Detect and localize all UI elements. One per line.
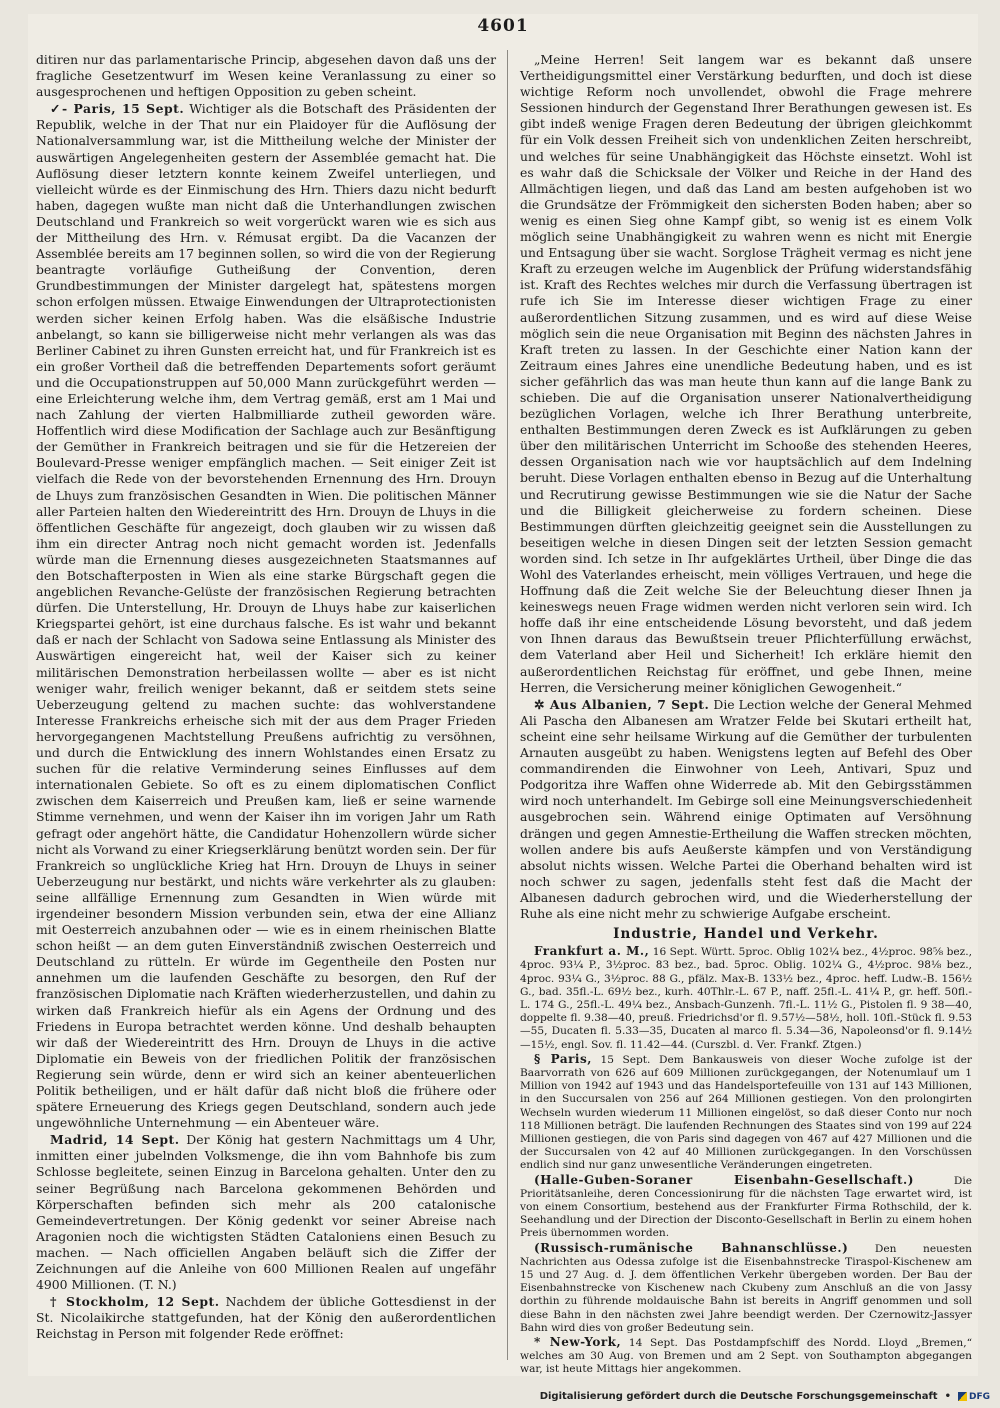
commerce-halle-guben: (Halle-Guben-Soraner Eisenbahn-Gesellschaft.) Die Prioritätsanleihe, deren Concessionirung für die nächsten Tage erwartet wird, ist von einem Consortium, bestehend aus der Frankfurter Firma Rothschild, der k. Seehandlung und der Direction der Disconto-Gesellschaft in Berlin zu einem hohen Preis übernommen worden. xyxy=(520,1172,972,1240)
footer-text: Digitalisierung gefördert durch die Deutsche Forschungsgemeinschaft xyxy=(539,1391,938,1402)
page-number: 4601 xyxy=(477,16,529,36)
article-stockholm: † Stockholm, 12 Sept. Nachdem der übliche Gottesdienst in der St. Nicolaikirche stattgefunden, hat der König den außerordentlichen Reichstag in Person mit folgender Rede eröffnet: xyxy=(36,1294,496,1342)
commerce-new-york: * New-York, 14 Sept. Das Postdampfschiff des Nordd. Lloyd „Bremen,“ welches am 30 Aug. von Bremen und am 2 Sept. von Southampton abgegangen war, ist heute Mittags hier angekommen. xyxy=(520,1335,973,1376)
dateline: § Paris, xyxy=(534,1051,592,1066)
dfg-logo-icon xyxy=(958,1392,967,1401)
article-albanien: ✲ Aus Albanien, 7 Sept. Die Lection welche der General Mehmed Ali Pascha den Albanesen am Wratzer Felde bei Skutari ertheilt hat, scheint eine sehr heilsame Wirkung auf die Gemüther der turbulenten Arnauten ausgeübt zu haben. Wenigstens legten auf Befehl des Ober commandirenden die Einwohner von Leeh, Antivari, Spuz und Podgoritza ihre Waffen ohne Widerrede ab. Mit den Gebirgsstämmen wird noch unterhandelt. Im Gebirge soll eine Meinungsverschiedenheit ausgebrochen sein. Während einige Optimaten auf Versöhnung drängen und gegen Amnestie-Ertheilung die Waffen strecken möchten, wollen andere bis aufs Aeußerste kämpfen und von Verständigung absolut nichts wissen. Welche Partei die Oberhand behalten wird ist noch schwer zu sagen, jedenfalls steht fest daß die Macht der Albanesen dadurch gebrochen wird, und die Wiederherstellung der Ruhe als eine nicht mehr zu schwierige Aufgabe erscheint. xyxy=(520,696,972,921)
article-paris: ✓- Paris, 15 Sept. Wichtiger als die Botschaft des Präsidenten der Republik, welche in der That nur ein Plaidoyer für die Auflösung der Nationalversammlung war, ist die Mittheilung welche der Minister der auswärtigen Angelegenheiten gestern der Assemblée gemacht hat. Die Auflösung dieser letztern konnte keinem Zweifel unterliegen, und vielleicht würde es der Einmischung des Hrn. Thiers dazu nicht bedurft haben, dagegen wußte man nicht daß die Unterhandlungen zwischen Deutschland und Frankreich so weit vorgerückt waren wie es sich aus der Mittheilung des Hrn. v. Rémusat ergibt. Da die Vacanzen der Assemblée bereits am 17 beginnen sollen, so wird die von der Regierung beantragte vorläufige Gutheißung der Convention, deren Grundbestimmungen der Minister dargelegt hat, spätestens morgen schon erfolgen müssen. Etwaige Einwendungen der Ultraprotectionisten werden sicher keinen Erfolg haben. Was die elsäßische Industrie anbelangt, so kann sie billigerweise nicht mehr verlangen als was das Berliner Cabinet zu ihren Gunsten erreicht hat, und für Frankreich ist es ein großer Vortheil daß die betreffenden Departements sofort geräumt und die Occupationstruppen auf 50,000 Mann zurückgeführt werden — eine Erleichterung welche ihm, dem Vertrag gemäß, erst am 1 Mai und nach Zahlung der vierten Halbmilliarde zutheil geworden wäre. Hoffentlich wird diese Modification der Sachlage auch zur Besänftigung der Gemüther in Frankreich beitragen und sie für die Hetzereien der Boulevard-Presse weniger empfänglich machen. — Seit einiger Zeit ist vielfach die Rede von der bevorstehenden Ernennung des Hrn. Drouyn de Lhuys zum französischen Gesandten in Wien. Die politischen Männer aller Parteien halten den Wiedereintritt des Hrn. Drouyn de Lhuys in die öffentlichen Geschäfte für angezeigt, doch glauben wir zu wissen daß ihm ein directer Antrag noch nicht gemacht worden ist. Jedenfalls würde man die Ernennung dieses ausgezeichneten Staatsmannes auf den Botschafterposten in Wien als eine starke Bürgschaft gegen die angeblichen Revanche-Gelüste der französischen Regierung betrachten dürfen. Die Unterstellung, Hr. Drouyn de Lhuys habe zur kaiserlichen Kriegspartei gehört, ist eine durchaus falsche. Es ist wahr und bekannt daß er nach der Schlacht von Sadowa seine Entlassung als Minister des Auswärtigen eingereicht hat, weil der Kaiser sich zu keiner militärischen Demonstration herbeilassen wollte — aber es ist nicht weniger wahr, freilich weniger bekannt, daß er seitdem stets seine Ueberzeugung geltend zu machen suchte: das wohlverstandene Interesse Frankreichs erheische sich mit der aus dem Prager Frieden hervorgegangenen Machtstellung Preußens aufrichtig zu versöhnen, und durch die Entwicklung des innern Wohlstandes einen Ersatz zu suchen für die relative Verminderung seines Einflusses auf dem internationalen Gebiete. So oft es zu einem diplomatischen Conflict zwischen dem Kaiserreich und Preußen kam, ließ er seine warnende Stimme vernehmen, und wenn der Kaiser ihn im vorigen Jahr um Rath gefragt oder angehört hätte, die Candidatur Hohenzollern würde sicher nicht als Vorwand zu einer Kriegserklärung benützt worden sein. Der für Frankreich so unglückliche Krieg hat Hrn. Drouyn de Lhuys in seiner Ueberzeugung nur bestärkt, und nichts wäre verkehrter als zu glauben: seine allfällige Ernennung zum Gesandten in Wien würde mit irgendeiner besondern Mission verbunden sein, etwa der eine Allianz mit Oesterreich anzubahnen oder — wie es in einem rheinischen Blatte schon heißt — an dem guten Einverständniß zwischen Oesterreich und Deutschland zu rütteln. Er würde im Gegentheile den Posten nur annehmen um die laufenden Geschäfte zu besorgen, den Ruf der französischen Diplomatie nach Kräften wiederherzustellen, und dahin zu wirken daß Frankreich hiefür als ein Agens der Ordnung und des Friedens in Europa betrachtet werden könne. Und deshalb behaupten wir daß der Wiedereintritt des Hrn. Drouyn de Lhuys in die active Diplomatie ein Beweis von der friedlichen Politik der französischen Regierung sein würde, denn er wird sich an keiner abenteuerlichen Politik betheiligen, und er hält dafür daß nicht bloß die frühere oder spätere Erneuerung des Kriegs gegen Deutschland, sondern auch jede ungewöhnliche Unternehmung — ein Abenteuer wäre. xyxy=(36,101,496,1131)
dateline: Frankfurt a. M., xyxy=(534,944,650,959)
footer-separator: • xyxy=(944,1391,951,1402)
dateline: ✓- Paris, 15 Sept. xyxy=(50,101,185,117)
dateline: Madrid, 14 Sept. xyxy=(50,1132,180,1148)
commerce-frankfurt: Frankfurt a. M., 16 Sept. Württ. 5proc. Oblig 102¼ bez., 4½proc. 98⅝ bez., 4proc. 93¼ P., 3½proc. 83 bez., bad. 5proc. Oblig. 102¼ G., 4½proc. 98⅛ bez., 4proc. 93¼ G., 3½proc. 88 G., pfälz. Max-B. 133½ bez., 4proc. heff. Ludw.-B. 156½ G., bad. 35fl.-L. 69½ bez., kurh. 40Thlr.-L. 67 P., naff. 25fl.-L. 41¼ P., gr. heff. 50fl.-L. 174 G., 25fl.-L. 49¼ bez., Ansbach-Gunzenh. 7fl.-L. 11½ G., Pistolen fl. 9 38—40, doppelte fl. 9.38—40, preuß. Friedrichsd'or fl. 9.57½—58½, holl. 10fl.-Stück fl. 9.53—55, Ducaten fl. 5.33—35, Ducaten al marco fl. 5.34—36, Napoleonsd'or fl. 9.14½—15½, engl. Sov. fl. 11.42—44. (Curszbl. d. Ver. Frankf. Ztgen.) xyxy=(520,944,972,1051)
dateline: (Halle-Guben-Soraner Eisenbahn-Gesellschaft.) xyxy=(534,1172,914,1187)
digitization-footer xyxy=(540,1391,990,1402)
dateline: (Russisch-rumänische Bahnanschlüsse.) xyxy=(534,1240,849,1255)
column-divider xyxy=(507,50,508,1360)
right-column xyxy=(520,52,973,1376)
dfg-logo-text: DFG xyxy=(968,1391,990,1402)
article-continuation: ditiren nur das parlamentarische Princip, abgesehen davon daß uns der fragliche Gesetzentwurf im Wesen keine Veranlassung zu einer so ausgesprochenen und heftigen Opposition zu geben scheint. xyxy=(36,52,496,100)
dfg-logo xyxy=(958,1392,990,1402)
dateline: * New-York, xyxy=(534,1335,622,1350)
dateline: ✲ Aus Albanien, 7 Sept. xyxy=(534,696,710,712)
kings-speech: „Meine Herren! Seit langem war es bekannt daß unsere Vertheidigungsmittel einer Verstärkung bedurften, und doch ist diese wichtige Reform noch unvollendet, obwohl die Frage mehrere Sessionen hindurch der Gegenstand Ihrer Berathungen gewesen ist. Es gibt indeß wenige Fragen deren Bedeutung der übrigen gleichkommt für ein Volk dessen Freiheit sich von undenklichen Zeiten herschreibt, und welches für seine Unabhängigkeit das Höchste einsetzt. Wohl ist es wahr daß die Schicksale der Völker und Reiche in der Hand des Allmächtigen liegen, und daß das Land am besten aufgehoben ist wo die Grundsätze der Frömmigkeit den sichersten Boden haben; aber so wenig es einen Sieg ohne Kampf gibt, so wenig ist es einem Volk möglich seine Unabhängigkeit zu wahren wenn es nicht mit Energie und Entsagung über sie wacht. Sorglose Trägheit vermag es nicht jene Kraft zu erzeugen welche im Augenblick der Prüfung widerstandsfähig ist. Kraft des Rechtes welches mir durch die Verfassung übertragen ist rufe ich Sie im Interesse dieser wichtigen Frage zu einer außerordentlichen Sitzung zusammen, und es wird auf diese Weise möglich sein die neue Organisation mit Beginn des nächsten Jahres in Kraft treten zu lassen. In der Geschichte einer Nation kann der Zeitraum eines Jahres eine unendliche Bedeutung haben, und es ist sicher gefährlich das was man heute thun kann auf die lange Bank zu schieben. Die auf die Organisation unserer Nationalvertheidigung bezüglichen Vorlagen, welche ich Ihrer Berathung unterbreite, enthalten Bestimmungen deren Zweck es ist Aufklärungen zu geben über den militärischen Unterricht im Schooße des stehenden Heeres, dessen Organisation nach wie vor hauptsächlich auf dem Indelning beruht. Diese Vorlagen enthalten ebenso in Bezug auf die Unterhaltung und Recrutirung gewisse Bestimmungen wie sie die Natur der Sache und die Billigkeit gleicherweise zu fordern scheinen. Diese Bestimmungen dürften gleichzeitig geeignet sein die Ausstellungen zu beseitigen welche in diesen Dingen seit der letzten Session gemacht worden sind. Ich setze in Ihr aufgeklärtes Urtheil, über Dinge die das Wohl des Vaterlandes erheischt, mein völliges Vertrauen, und hege die Hoffnung daß die Zeit welche Sie der Beleuchtung dieser Ihnen ja keineswegs neuen Frage widmen werden nicht verloren sein wird. Ich hoffe daß ihr eine entscheidende Lösung bevorsteht, und daß jedem von Ihnen daraus das Bewußtsein treuer Pflichterfüllung erwächst, dem Vaterland aber Heil und Sicherheit! Ich erkläre hiemit den außerordentlichen Reichstag für eröffnet, und gebe Ihnen, meine Herren, die Versicherung meiner königlichen Gewogenheit.“ xyxy=(520,52,972,695)
commerce-russian-rail: (Russisch-rumänische Bahnanschlüsse.) Den neuesten Nachrichten aus Odessa zufolge ist die Eisenbahnstrecke Tiraspol-Kischenew am 15 und 27 Aug. d. J. dem öffentlichen Verkehr übergeben worden. Der Bau der Eisenbahnstrecke von Kischenew nach Ckubeny zum Anschluß an die von Jassy dorthin zu führende moldauische Bahn ist bereits in Angriff genommen und soll diese Bahn in den nächsten zwei Jahre beendigt werden. Der Czernowitz-Jassyer Bahn wird dies von großer Bedeutung sein. xyxy=(520,1240,972,1334)
commerce-section xyxy=(520,945,972,1377)
left-column xyxy=(36,52,496,1364)
newspaper-page xyxy=(28,14,978,1376)
commerce-paris: § Paris, 15 Sept. Dem Bankausweis von dieser Woche zufolge ist der Baarvorrath von 626 auf 609 Millionen zurückgegangen, der Notenumlauf um 1 Million von 1942 auf 1943 und das Handelsportefeuille von 131 auf 143 Millionen, in den Succursalen von 256 auf 264 Millionen gestiegen. Von den prolongirten Wechseln wurden wiederum 11 Millionen eingelöst, so daß dieser Conto nur noch 118 Millionen beträgt. Die laufenden Rechnungen des Staates sind von 199 auf 224 Millionen gestiegen, die von Paris sind dagegen von 467 auf 427 Millionen und die der Succursalen von 42 auf 40 Millionen zurückgegangen. In den Vorschüssen endlich sind nur ganz unwesentliche Veränderungen eingetreten. xyxy=(520,1051,972,1172)
section-heading: Industrie, Handel und Verkehr. xyxy=(613,926,879,943)
dateline: † Stockholm, 12 Sept. xyxy=(50,1294,220,1310)
article-madrid: Madrid, 14 Sept. Der König hat gestern Nachmittags um 4 Uhr, inmitten einer jubelnden Volksmenge, die ihn vom Bahnhofe bis zum Schlosse begleitete, seinen Einzug in Barcelona gehalten. Unter den zu seiner Begrüßung nach Barcelona gekommenen Behörden und Körperschaften befinden sich mehr als 200 catalonische Gemeindevertretungen. Der König gedenkt vor seiner Abreise nach Aragonien noch die wichtigsten Städten Cataloniens einen Besuch zu machen. — Nach officiellen Angaben beläuft sich die Ziffer der Zeichnungen auf die Anleihe von 600 Millionen Realen auf ungefähr 4900 Millionen. (T. N.) xyxy=(36,1132,496,1293)
